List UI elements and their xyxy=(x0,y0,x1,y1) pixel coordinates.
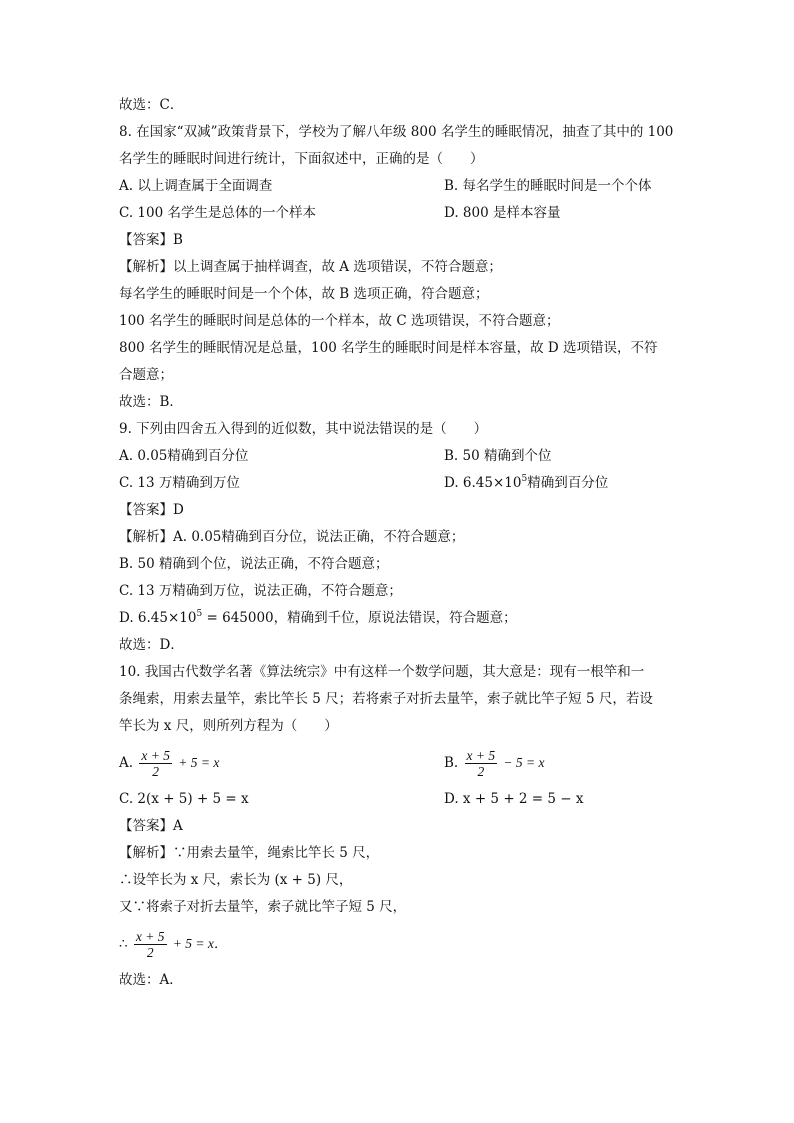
q9-option-d-exponent: 5 xyxy=(521,474,528,484)
q10-options-row2 xyxy=(119,786,679,813)
q10-option-b xyxy=(444,740,545,786)
q8-explanation-3: 100 名学生的睡眠时间是总体的一个样本，故 C 选项错误，不符合题意； xyxy=(119,313,560,329)
q8-option-b: B. 每名学生的睡眠时间是一个个体 xyxy=(444,178,652,194)
q8-option-d: D. 800 是样本容量 xyxy=(444,205,561,221)
q9-options-row1 xyxy=(119,443,679,470)
q10-option-a-label: A. xyxy=(119,755,134,771)
q10-option-b-tail: − 5 = x xyxy=(503,755,545,770)
q10-option-b-numerator: x + 5 xyxy=(466,748,496,763)
q9-option-d xyxy=(444,470,608,497)
document-page xyxy=(119,92,679,994)
q10-option-b-label: B. xyxy=(444,755,459,771)
q10-option-a-numerator: x + 5 xyxy=(141,748,170,763)
q8-explanation-4: 800 名学生的睡眠情况是总量，100 名学生的睡眠时间是样本容量，故 D 选项错误，不符 xyxy=(119,340,658,356)
q10-explanation-2: ∴设竿长为 x 尺，索长为 (x + 5) 尺， xyxy=(119,872,353,888)
q8-options-row1 xyxy=(119,173,679,200)
q9-option-b: B. 50 精确到个位 xyxy=(444,448,552,464)
q10-stem-line1: 10. 我国古代数学名著《算法统宗》中有这样一个数学问题，其大意是：现有一根竿和一 xyxy=(119,664,645,680)
q9-option-d-base: D. 6.45×10 xyxy=(444,475,522,491)
q9-explanation-4-text: = 645000，精确到千位，原说法错误，符合题意； xyxy=(202,610,517,626)
q9-option-c: C. 13 万精确到万位 xyxy=(119,475,240,491)
q10-options-row1 xyxy=(119,740,679,786)
q8-options-row2 xyxy=(119,200,679,227)
q9-explanation-2: B. 50 精确到个位，说法正确，不符合题意； xyxy=(119,556,389,572)
q10-therefore-symbol: ∴ xyxy=(119,936,128,952)
q10-option-b-fraction xyxy=(465,748,498,779)
q10-option-c: C. 2(x + 5) + 5 = x xyxy=(119,791,249,807)
q10-option-a-denominator: 2 xyxy=(152,764,160,779)
q8-stem-line2: 名学生的睡眠时间进行统计，下面叙述中，正确的是（ ） xyxy=(119,151,484,167)
q10-option-a xyxy=(119,740,444,786)
q10-explanation-numerator: x + 5 xyxy=(135,929,165,944)
q8-explanation-2: 每名学生的睡眠时间是一个个体，故 B 选项正确，符合题意； xyxy=(119,286,489,302)
q9-conclusion: 故选：D． xyxy=(119,637,184,653)
q9-explanation-4-base: D. 6.45×10 xyxy=(119,610,197,626)
q10-explanation-3: 又∵将索子对折去量竿，索子就比竿子短 5 尺， xyxy=(119,899,407,915)
q9-option-d-text: 精确到百分位 xyxy=(527,475,609,491)
q9-options-row2 xyxy=(119,470,679,497)
q9-option-a: A. 0.05精确到百分位 xyxy=(119,448,249,464)
q8-conclusion: 故选：B． xyxy=(119,394,183,410)
q10-explanation-tail: + 5 = x． xyxy=(172,936,228,951)
q10-option-a-tail: + 5 = x xyxy=(178,755,220,770)
q10-option-a-fraction xyxy=(139,748,172,779)
q9-stem: 9. 下列由四舍五入得到的近似数，其中说法错误的是（ ） xyxy=(119,421,488,437)
q9-explanation-4 xyxy=(119,605,679,632)
q8-explanation-1: 【解析】以上调查属于抽样调查，故 A 选项错误，不符合题意； xyxy=(119,259,502,275)
q8-answer: 【答案】B xyxy=(119,232,183,248)
q7-conclusion: 故选：C． xyxy=(119,97,184,113)
q9-explanation-3: C. 13 万精确到万位，说法正确，不符合题意； xyxy=(119,583,402,599)
q10-explanation-denominator: 2 xyxy=(146,945,154,960)
q10-explanation-4 xyxy=(119,921,679,967)
q9-answer: 【答案】D xyxy=(119,502,184,518)
q10-stem-line2: 条绳索，用索去量竿，索比竿长 5 尺；若将索子对折去量竿，索子就比竿子短 5 尺，若设 xyxy=(119,691,653,707)
q8-option-a: A. 以上调查属于全面调查 xyxy=(119,178,273,194)
q10-explanation-1: 【解析】∵用索去量竿，绳索比竿长 5 尺， xyxy=(119,845,380,861)
q8-stem-line1: 8. 在国家“双减”政策背景下，学校为了解八年级 800 名学生的睡眠情况，抽查了其中的 100 xyxy=(119,124,674,140)
q8-explanation-5: 合题意； xyxy=(119,367,173,383)
q10-option-d: D. x + 5 + 2 = 5 − x xyxy=(444,791,584,807)
q10-conclusion: 故选：A． xyxy=(119,972,183,988)
q10-option-b-denominator: 2 xyxy=(477,764,485,779)
q9-explanation-1: 【解析】A. 0.05精确到百分位，说法正确，不符合题意； xyxy=(119,529,465,545)
q8-option-c: C. 100 名学生是总体的一个样本 xyxy=(119,205,316,221)
q9-explanation-4-exponent: 5 xyxy=(196,609,203,619)
q10-stem-line3: 竿长为 x 尺，则所列方程为（ ） xyxy=(119,718,338,734)
q10-explanation-fraction xyxy=(134,929,167,960)
q10-answer: 【答案】A xyxy=(119,818,183,834)
